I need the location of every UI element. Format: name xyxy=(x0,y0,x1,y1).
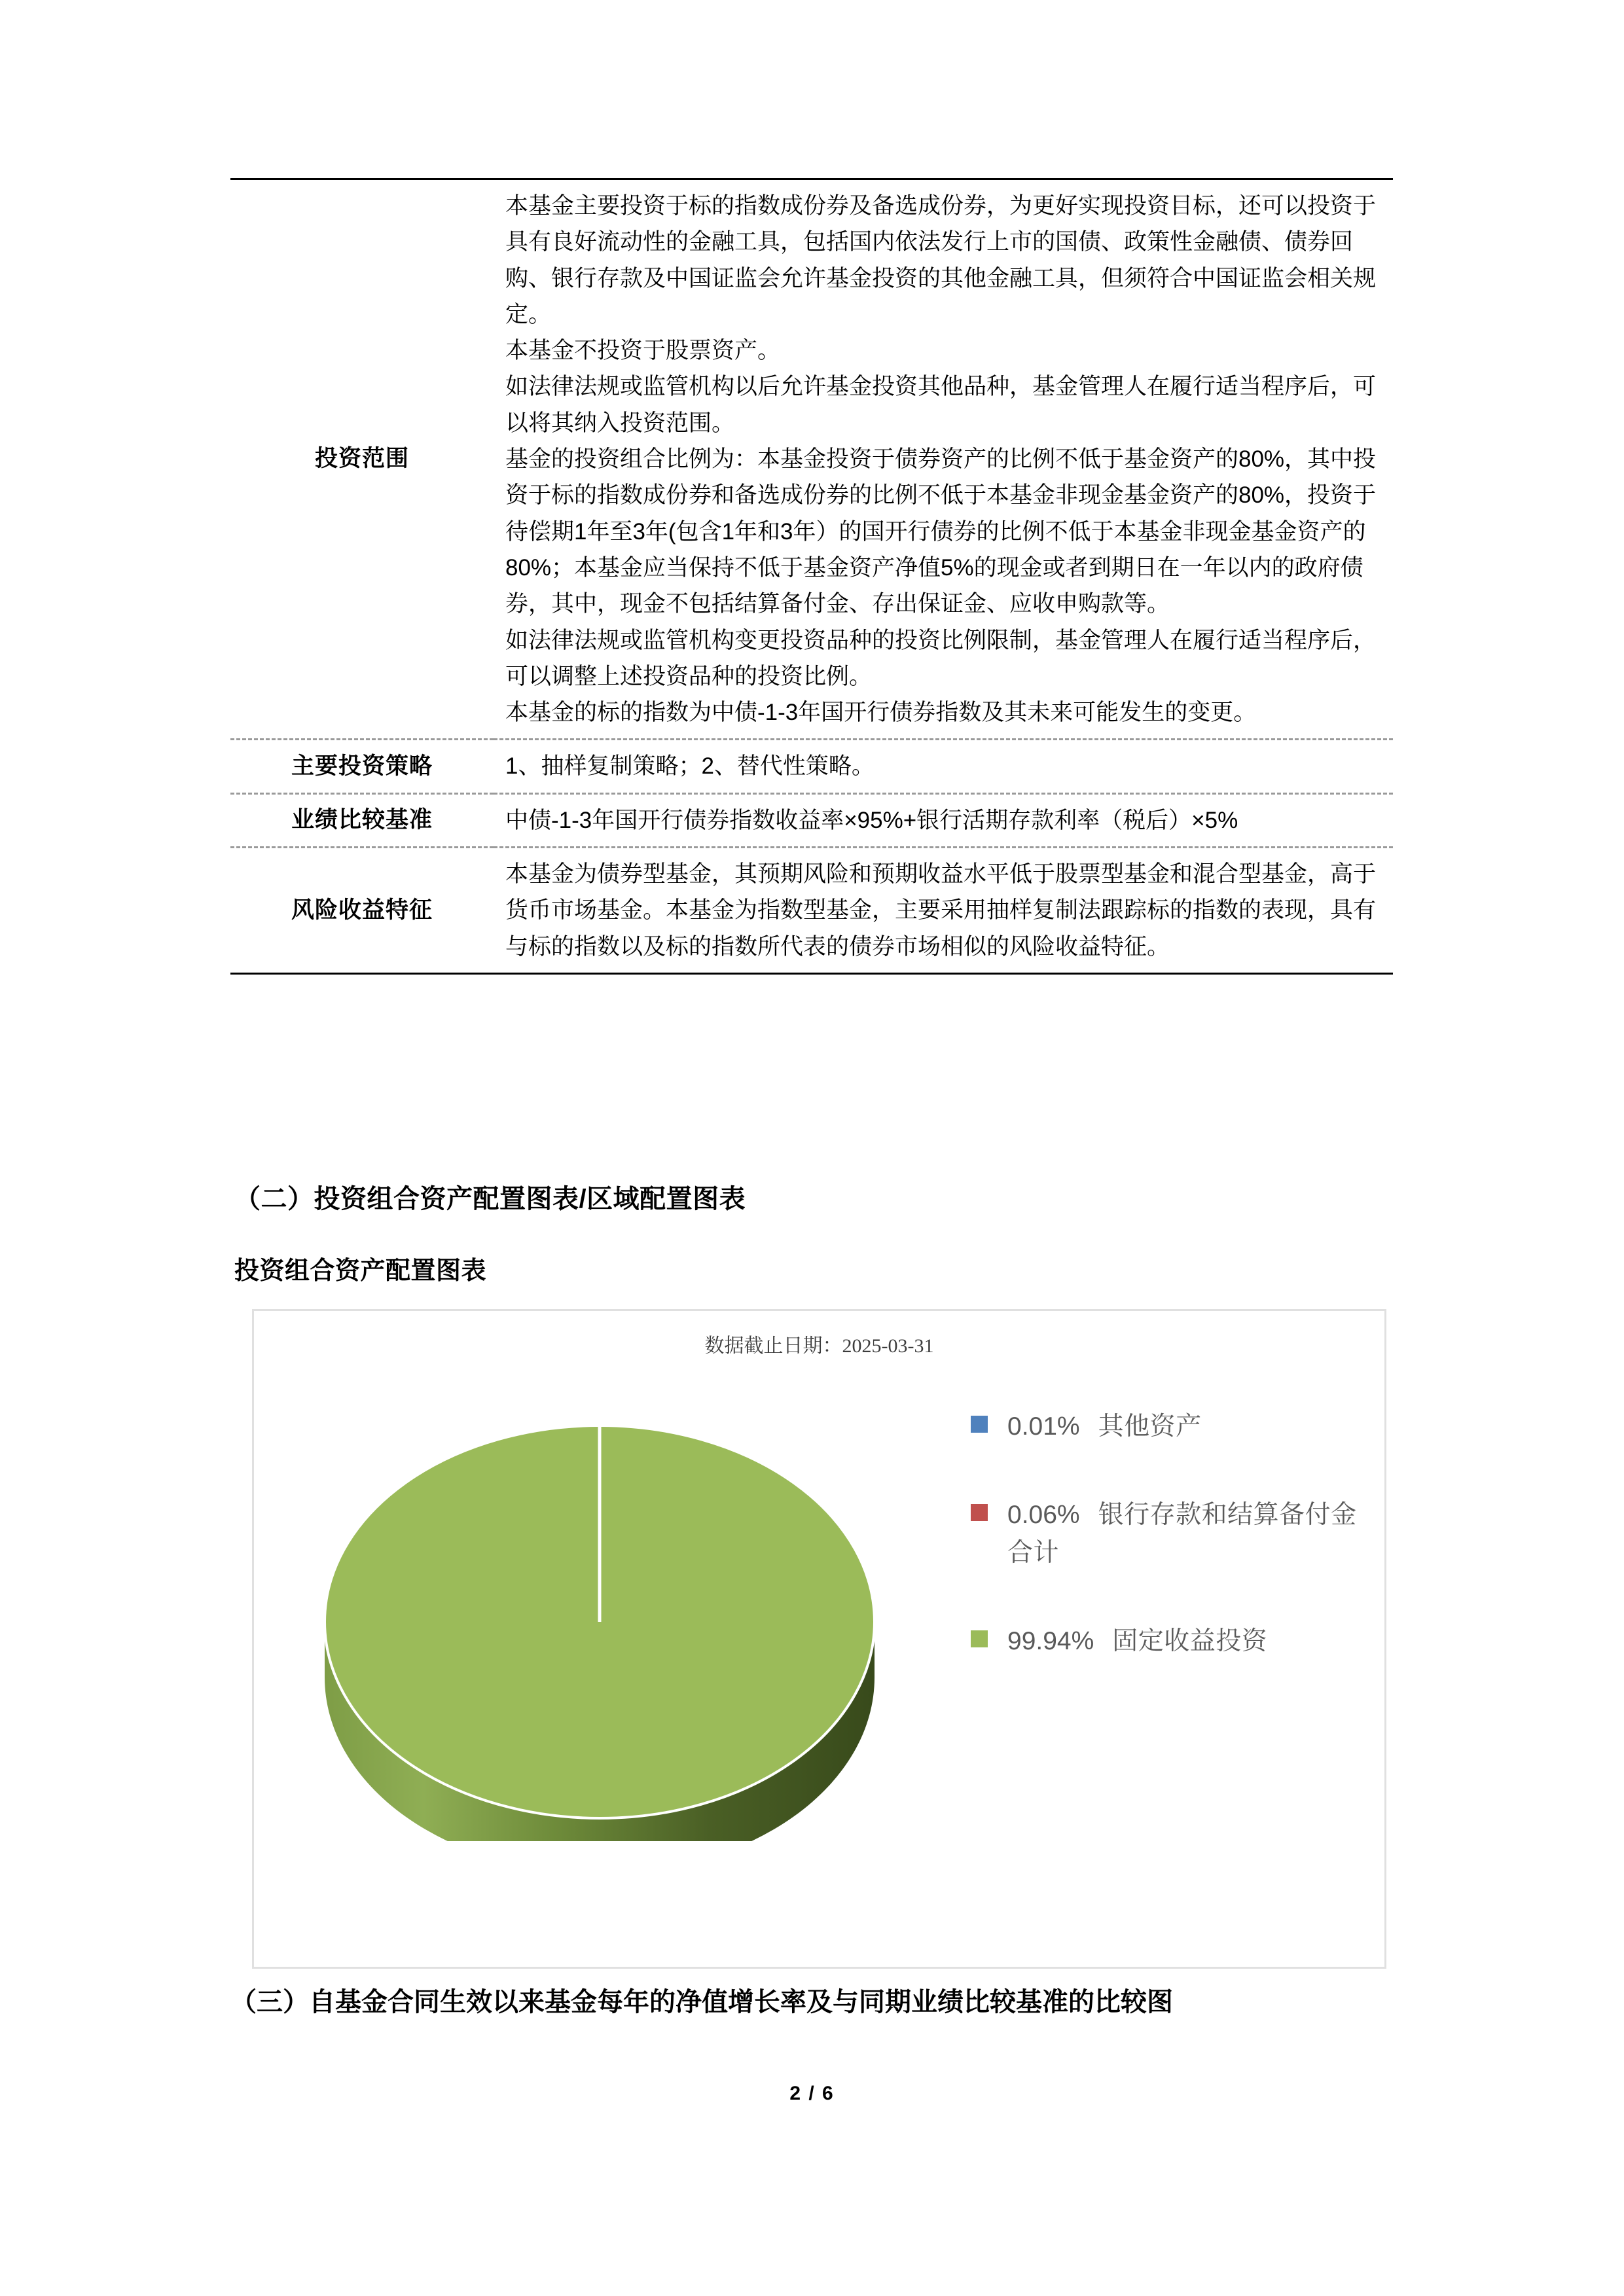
chart-subtitle-heading: 投资组合资产配置图表 xyxy=(234,1257,487,1285)
paragraph: 如法律法规或监管机构以后允许基金投资其他品种，基金管理人在履行适当程序后，可以将其纳入投资范围。 xyxy=(505,374,1377,436)
paragraph: 基金的投资组合比例为：本基金投资于债券资产的比例不低于基金资产的80%，其中投资于标的指数成份券和备选成份券的比例不低于本基金非现金基金资产的80%，投资于待偿期1年至3年(包含1年和3年）的国开行债券的比例不低于本基金非现金基金资产的80%；本基金应当保持不低于基金资产净值5%的现金或者到期日在一年以内的政府债券，其中，现金不包括结算备付金、存出保证金、应收申购款等。 xyxy=(505,446,1377,617)
page-footer: 2 / 6 xyxy=(789,2083,835,2104)
row-value-risk-return xyxy=(494,848,1393,974)
row-value-investment-scope xyxy=(494,179,1393,740)
table-body xyxy=(230,179,1393,974)
legend-value: 0.06% xyxy=(1007,1500,1080,1529)
legend-category: 其他资产 xyxy=(1098,1412,1202,1441)
legend-value: 0.01% xyxy=(1007,1412,1080,1441)
legend-label xyxy=(1007,1408,1202,1446)
asset-allocation-chart xyxy=(252,1309,1386,1969)
legend-item-bank-deposit xyxy=(971,1496,1370,1573)
paragraph: 中债-1-3年国开行债券指数收益率×95%+银行活期存款利率（税后）×5% xyxy=(505,807,1238,833)
table-row xyxy=(230,740,1393,793)
fund-info-table xyxy=(230,178,1393,975)
legend-item-other-assets xyxy=(971,1408,1370,1446)
row-value-main-strategy xyxy=(494,740,1393,793)
section-heading-three xyxy=(230,1983,1402,2021)
legend-label xyxy=(1007,1623,1267,1661)
legend-category: 固定收益投资 xyxy=(1112,1626,1268,1655)
paragraph: 1、抽样复制策略；2、替代性策略。 xyxy=(505,753,875,780)
table-row xyxy=(230,179,1393,740)
chart-title: 数据截止日期：2025-03-31 xyxy=(704,1335,934,1357)
paragraph: 如法律法规或监管机构变更投资品种的投资比例限制，基金管理人在履行适当程序后，可以调整上述投资品种的投资比例。 xyxy=(505,627,1377,689)
legend-item-fixed-income xyxy=(971,1623,1370,1661)
section-heading-three-prefix: （三） xyxy=(230,1988,309,2017)
section-heading-three-text: 自基金合同生效以来基金每年的净值增长率及与同期业绩比较基准的比较图 xyxy=(309,1988,1173,2017)
pie-svg xyxy=(305,1370,894,1841)
row-label-benchmark: 业绩比较基准 xyxy=(230,793,494,847)
row-label-main-strategy: 主要投资策略 xyxy=(230,740,494,793)
table-row xyxy=(230,793,1393,847)
legend-label xyxy=(1007,1496,1370,1573)
pie-chart-graphic xyxy=(305,1370,894,1841)
row-value-benchmark xyxy=(494,793,1393,847)
chart-legend xyxy=(971,1408,1370,1710)
paragraph: 本基金不投资于股票资产。 xyxy=(505,338,781,364)
row-label-risk-return: 风险收益特征 xyxy=(230,848,494,974)
paragraph: 本基金为债券型基金，其预期风险和预期收益水平低于股票型基金和混合型基金，高于货币市场基金。本基金为指数型基金，主要采用抽样复制法跟踪标的指数的表现，具有与标的指数以及标的指数所代表的债券市场相似的风险收益特征。 xyxy=(505,861,1377,960)
paragraph: 本基金的标的指数为中债-1-3年国开行债券指数及其未来可能发生的变更。 xyxy=(505,700,1257,726)
row-label-investment-scope: 投资范围 xyxy=(230,179,494,740)
legend-swatch-icon xyxy=(971,1416,988,1433)
legend-category: 银行存款和结算备付金合计 xyxy=(1007,1500,1357,1567)
paragraph: 本基金主要投资于标的指数成份券及备选成份券，为更好实现投资目标，还可以投资于具有良好流动性的金融工具，包括国内依法发行上市的国债、政策性金融债、债券回购、银行存款及中国证监会允许基金投资的其他金融工具，但须符合中国证监会相关规定。 xyxy=(505,193,1377,327)
legend-swatch-icon xyxy=(971,1630,988,1647)
legend-swatch-icon xyxy=(971,1504,988,1521)
legend-value: 99.94% xyxy=(1007,1626,1094,1655)
table-row xyxy=(230,848,1393,974)
section-heading-two: （二）投资组合资产配置图表/区域配置图表 xyxy=(234,1185,746,1213)
